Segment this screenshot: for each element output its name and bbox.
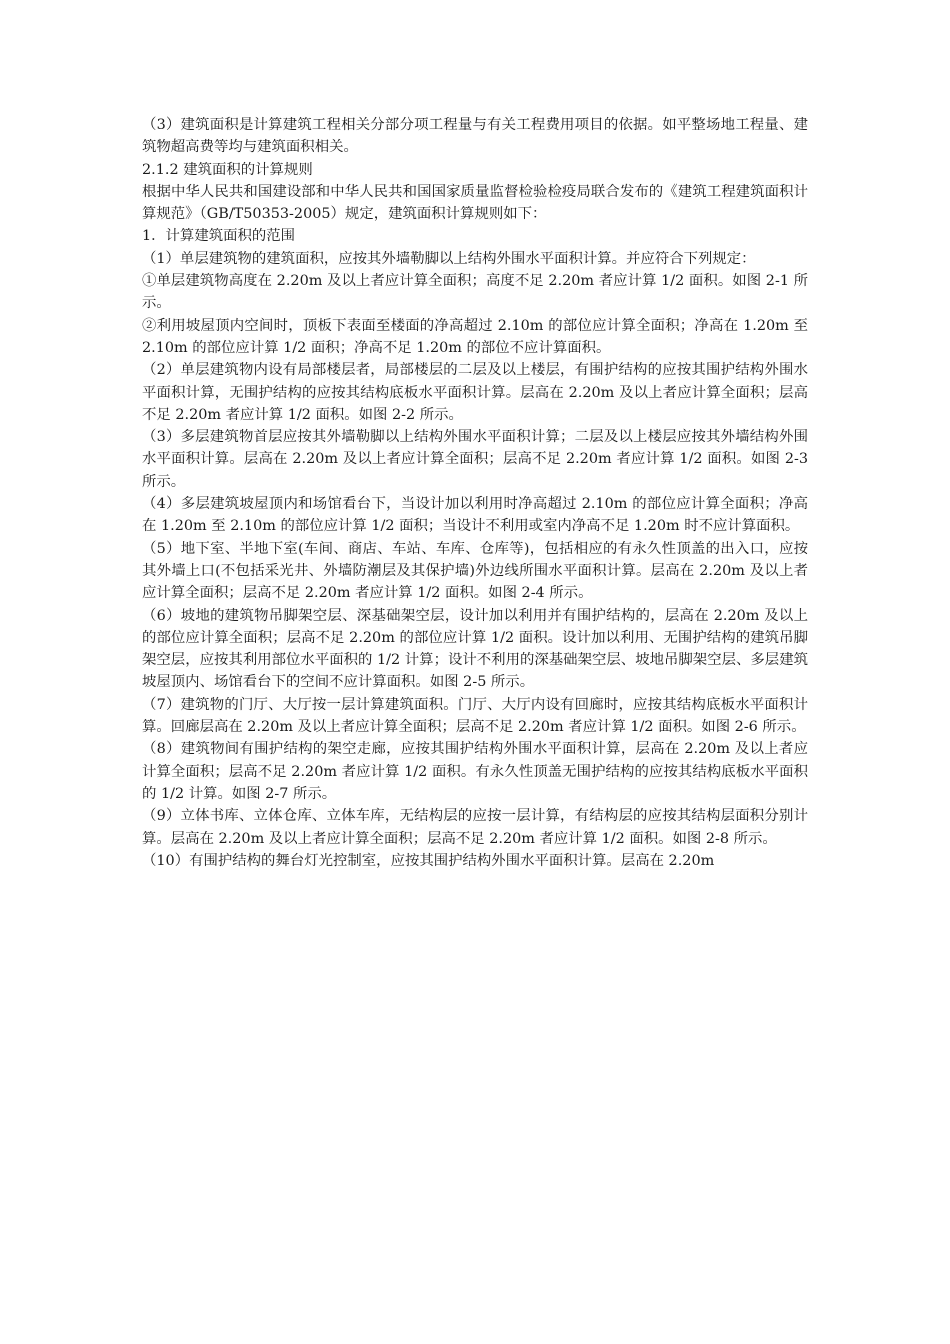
paragraph-rule-6: （6）坡地的建筑物吊脚架空层、深基础架空层，设计加以利用并有围护结构的，层高在 2.20m 及以上的部位应计算全面积；层高不足 2.20m 的部位应计算 1/2 面积。设计加以利用、无围护结构的建筑吊脚架空层，应按其利用部位水平面积的 1/2 计算；设计不利用的深基础架空层、坡地吊脚架空层、多层建筑坡屋顶内、场馆看台下的空间不应计算面积。如图 2-5 所示。 bbox=[142, 607, 808, 691]
paragraph-rule-9: （9）立体书库、立体仓库、立体车库，无结构层的应按一层计算，有结构层的应按其结构层面积分别计算。层高在 2.20m 及以上者应计算全面积；层高不足 2.20m 者应计算 1/2 面积。如图 2-8 所示。 bbox=[142, 808, 808, 847]
paragraph-rule-1-a: ①单层建筑物高度在 2.20m 及以上者应计算全面积；高度不足 2.20m 者应计算 1/2 面积。如图 2-1 所示。 bbox=[142, 273, 808, 312]
paragraph-rule-2: （2）单层建筑物内设有局部楼层者，局部楼层的二层及以上楼层，有围护结构的应按其围护结构外围水平面积计算，无围护结构的应按其结构底板水平面积计算。层高在 2.20m 及以上者应计算全面积；层高不足 2.20m 者应计算 1/2 面积。如图 2-2 所示。 bbox=[142, 362, 808, 423]
paragraph-rule-1: （1）单层建筑物的建筑面积，应按其外墙勒脚以上结构外围水平面积计算。并应符合下列规定： bbox=[142, 250, 756, 267]
paragraph-rule-1-b: ②利用坡屋顶内空间时，顶板下表面至楼面的净高超过 2.10m 的部位应计算全面积；净高在 1.20m 至 2.10m 的部位应计算 1/2 面积；净高不足 1.20m 的部位不应计算面积。 bbox=[142, 317, 808, 356]
paragraph-rule-5: （5）地下室、半地下室(车间、商店、车站、车库、仓库等)，包括相应的有永久性顶盖的出入口，应按其外墙上口(不包括采光井、外墙防潮层及其保护墙)外边线所围水平面积计算。层高在 2.20m 及以上者应计算全面积；层高不足 2.20m 者应计算 1/2 面积。如图 2-4 所示。 bbox=[142, 540, 808, 602]
paragraph-rule-4: （4）多层建筑坡屋顶内和场馆看台下，当设计加以利用时净高超过 2.10m 的部位应计算全面积；净高在 1.20m 至 2.10m 的部位应计算 1/2 面积；当设计不利用或室内净高不足 1.20m 时不应计算面积。 bbox=[142, 496, 808, 535]
paragraph-rule-3: （3）多层建筑物首层应按其外墙勒脚以上结构外围水平面积计算；二层及以上楼层应按其外墙结构外围水平面积计算。层高在 2.20m 及以上者应计算全面积；层高不足 2.20m 者应计算 1/2 面积。如图 2-3 所示。 bbox=[142, 429, 808, 490]
paragraph-area-basis: （3）建筑面积是计算建筑工程相关分部分项工程量与有关工程费用项目的依据。如平整场地工程量、建筑物超高费等均与建筑面积相关。 bbox=[142, 117, 808, 156]
section-heading-2-1-2: 2.1.2 建筑面积的计算规则 bbox=[142, 161, 313, 178]
document-body bbox=[142, 114, 808, 872]
paragraph-rule-8: （8）建筑物间有围护结构的架空走廊，应按其围护结构外围水平面积计算，层高在 2.20m 及以上者应计算全面积；层高不足 2.20m 者应计算 1/2 面积。有永久性顶盖无围护结构的应按其结构底板水平面积的 1/2 计算。如图 2-7 所示。 bbox=[142, 741, 808, 802]
paragraph-rule-7: （7）建筑物的门厅、大厅按一层计算建筑面积。门厅、大厅内设有回廊时，应按其结构底板水平面积计算。回廊层高在 2.20m 及以上者应计算全面积；层高不足 2.20m 者应计算 1/2 面积。如图 2-6 所示。 bbox=[142, 696, 808, 736]
paragraph-regulation-intro: 根据中华人民共和国建设部和中华人民共和国国家质量监督检验检疫局联合发布的《建筑工程建筑面积计算规范》（GB/T50353-2005）规定，建筑面积计算规则如下： bbox=[142, 183, 808, 223]
subheading-scope: 1．计算建筑面积的范围 bbox=[142, 228, 296, 245]
paragraph-rule-10: （10）有围护结构的舞台灯光控制室，应按其围护结构外围水平面积计算。层高在 2.20m bbox=[142, 852, 715, 869]
